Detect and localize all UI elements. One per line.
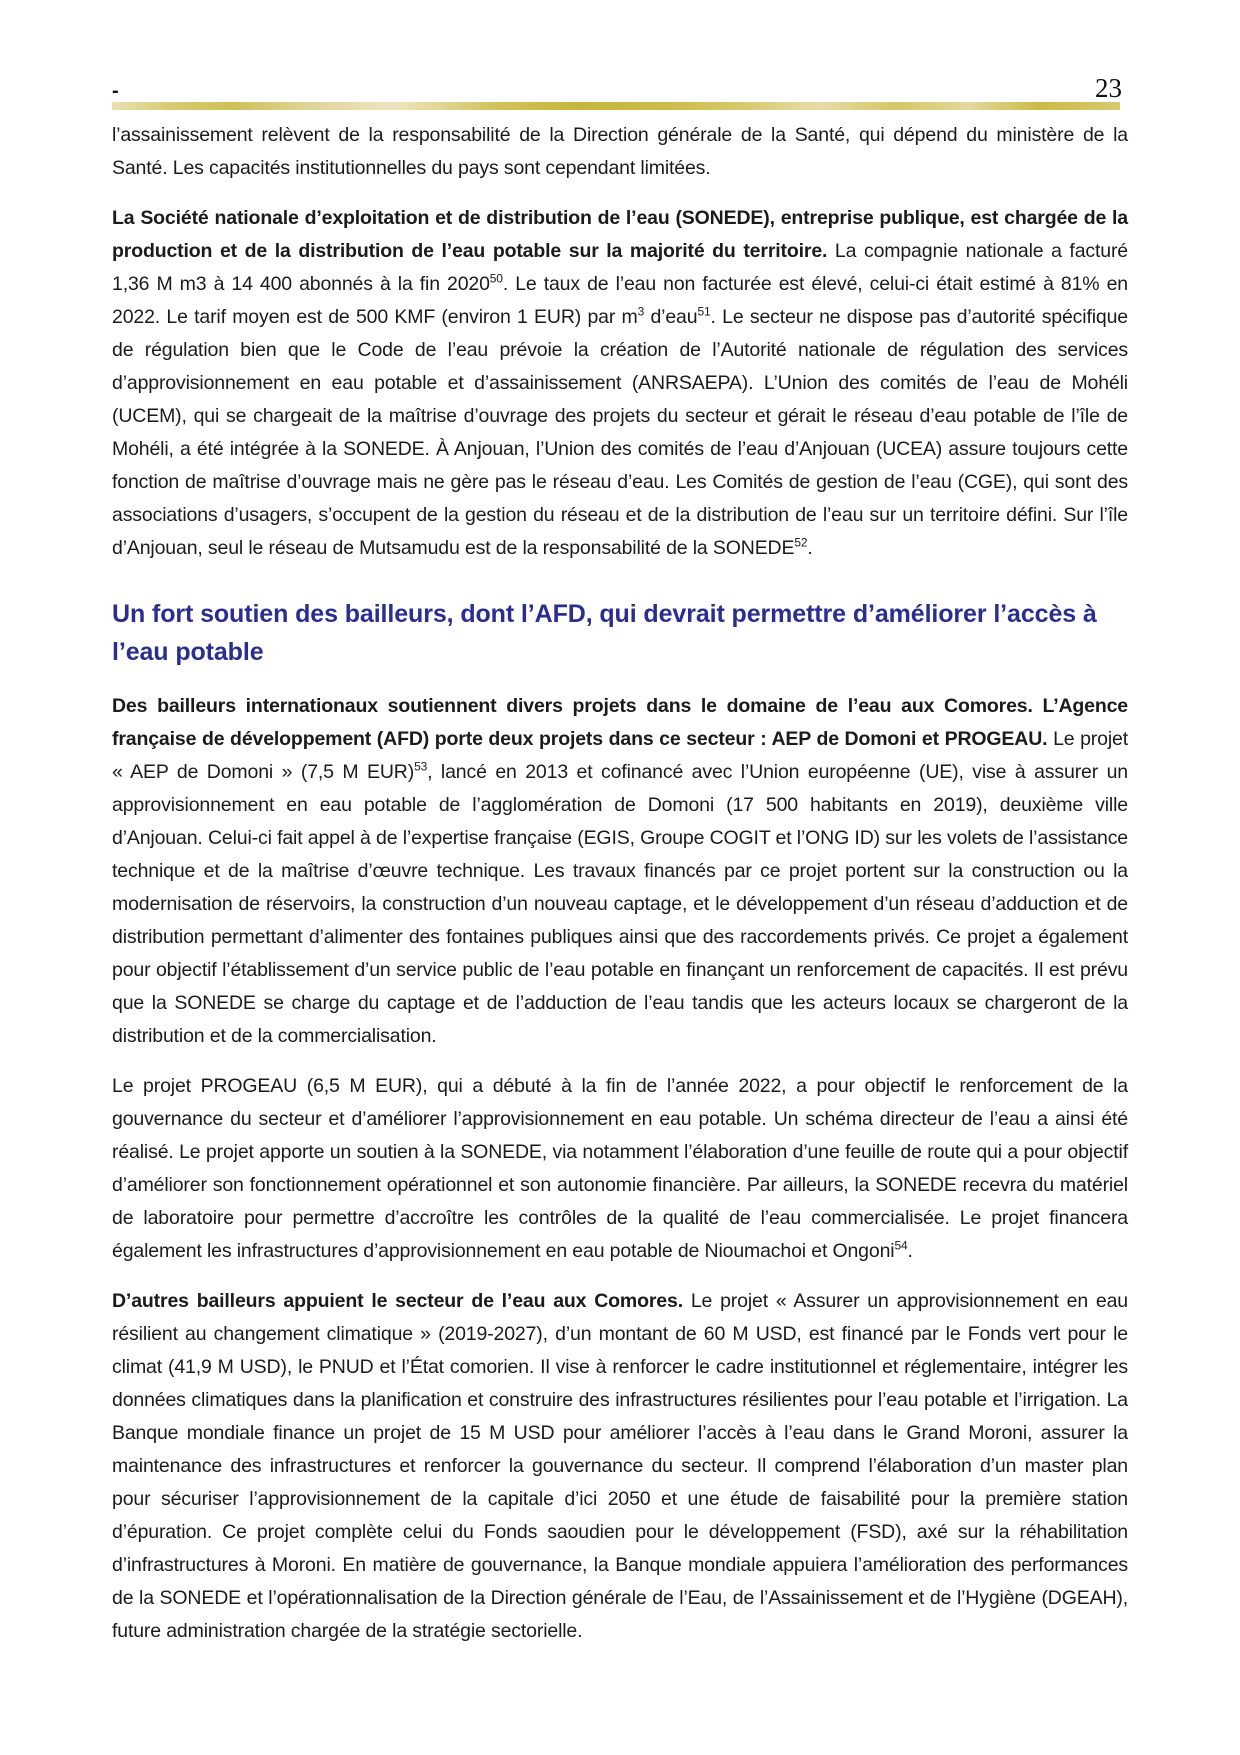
- paragraph-sanitation: [112, 119, 1128, 185]
- yellow-accent-band: [112, 102, 1120, 110]
- paragraph-sonede-text-4: . Le secteur ne dispose pas d’autorité spécifique de régulation bien que le Code de l’eau prévoie la création de l’Autorité nationale de régulation des services d’approvisionnement en eau potable et d’assainissement (ANRSAEPA). L’Union des comités de l’eau de Mohéli (UCEM), qui se chargeait de la maîtrise d’ouvrage des projets du secteur et gérait le réseau d’eau potable de l’île de Mohéli, a été intégrée à la SONEDE. À Anjouan, l’Union des comités de l’eau d’Anjouan (UCEA) assure toujours cette fonction de maîtrise d’ouvrage mais ne gère pas le réseau d’eau. Les Comités de gestion de l’eau (CGE), qui sont des associations d’usagers, s’occupent de la gestion du réseau et de la distribution de l’eau sur un territoire défini. Sur l’île d’Anjouan, seul le réseau de Mutsamudu est de la responsabilité de la SONEDE: [112, 306, 1128, 559]
- page-header: [112, 58, 1128, 102]
- paragraph-sonede-text-1: La compagnie nationale a facturé 1,36 M m3 à 14 400 abonnés à la fin 2020: [112, 240, 1128, 295]
- exponent-m3: 3: [637, 304, 645, 319]
- body-text: [112, 119, 1128, 1648]
- footnote-ref-51: 51: [697, 304, 711, 319]
- section-heading-bailleurs: Un fort soutien des bailleurs, dont l’AFD, qui devrait permettre d’améliorer l’accès à l’eau potable: [112, 600, 1097, 666]
- footnote-ref-52: 52: [794, 535, 808, 550]
- paragraph-sonede-text-3: d’eau: [644, 306, 698, 328]
- page-content: [112, 58, 1128, 1665]
- paragraph-progeau: [112, 1070, 1128, 1268]
- paragraph-progeau-text-2: .: [907, 1240, 913, 1262]
- paragraph-progeau-text-1: Le projet PROGEAU (6,5 M EUR), qui a débuté à la fin de l’année 2022, a pour objectif le renforcement de la gouvernance du secteur et d’améliorer l’approvisionnement en eau potable. Un schéma directeur de l’eau a ainsi été réalisé. Le projet apporte un soutien à la SONEDE, via notamment l’élaboration d’une feuille de route qui a pour objectif d’améliorer son fonctionnement opérationnel et son autonomie financière. Par ailleurs, la SONEDE recevra du matériel de laboratoire pour permettre d’accroître les contrôles de la qualité de l’eau commercialisée. Le projet financera également les infrastructures d’approvisionnement en eau potable de Nioumachoi et Ongoni: [112, 1075, 1128, 1262]
- paragraph-sonede-bold-lead: La Société nationale d’exploitation et de distribution de l’eau (SONEDE), entreprise publique, est chargée de la production et de la distribution de l’eau potable sur la majorité du territoire.: [112, 207, 1128, 262]
- paragraph-sonede-text-2: . Le taux de l’eau non facturée est élevé, celui-ci était estimé à 81% en 2022. Le tarif moyen est de 500 KMF (environ 1 EUR) par m: [112, 273, 1128, 328]
- paragraph-autres-text-1: Le projet « Assurer un approvisionnement en eau résilient au changement climatique » (2019-2027), d’un montant de 60 M USD, est financé par le Fonds vert pour le climat (41,9 M USD), le PNUD et l’État comorien. Il vise à renforcer le cadre institutionnel et réglementaire, intégrer les données climatiques dans la planification et construire des infrastructures résilientes pour l’eau potable et l’irrigation. La Banque mondiale finance un projet de 15 M USD pour améliorer l’accès à l’eau dans le Grand Moroni, assurer la maintenance des infrastructures et renforcer la gouvernance du secteur. Il comprend l’élaboration d’un master plan pour sécuriser l’approvisionnement de la capitale d’ici 2050 et une étude de faisabilité pour la première station d’épuration. Ce projet complète celui du Fonds saoudien pour le développement (FSD), axé sur la réhabilitation d’infrastructures à Moroni. En matière de gouvernance, la Banque mondiale appuiera l’amélioration des performances de la SONEDE et l’opérationnalisation de la Direction générale de l’Eau, de l’Assainissement et de l’Hygiène (DGEAH), future administration chargée de la stratégie sectorielle.: [112, 1290, 1128, 1642]
- paragraph-autres-bold-lead: D’autres bailleurs appuient le secteur de l’eau aux Comores.: [112, 1290, 683, 1312]
- paragraph-sanitation-text: l’assainissement relèvent de la responsabilité de la Direction générale de la Santé, qui dépend du ministère de la Santé. Les capacités institutionnelles du pays sont cependant limitées.: [112, 124, 1128, 179]
- paragraph-sonede: [112, 202, 1128, 565]
- paragraph-afd-bold-lead: Des bailleurs internationaux soutiennent divers projets dans le domaine de l’eau aux Comores. L’Agence française de développement (AFD) porte deux projets dans ce secteur : AEP de Domoni et PROGEAU.: [112, 695, 1128, 750]
- page-number: 23: [1095, 73, 1122, 103]
- footnote-ref-54: 54: [894, 1238, 908, 1253]
- paragraph-afd-text-1: Le projet « AEP de Domoni » (7,5 M EUR): [112, 728, 1128, 783]
- paragraph-afd-text-2: , lancé en 2013 et cofinancé avec l’Union européenne (UE), vise à assurer un approvisionnement en eau potable de l’agglomération de Domoni (17 500 habitants en 2019), deuxième ville d’Anjouan. Celui-ci fait appel à de l’expertise française (EGIS, Groupe COGIT et l’ONG ID) sur les volets de l’assistance technique et de la maîtrise d’œuvre technique. Les travaux financés par ce projet portent sur la construction ou la modernisation de réservoirs, la construction d’un nouveau captage, et le développement d’un réseau d’adduction et de distribution permettant d’alimenter des fontaines publiques ainsi que des raccordements privés. Ce projet a également pour objectif l’établissement d’un service public de l’eau potable en finançant un renforcement de capacités. Il est prévu que la SONEDE se charge du captage et de l’adduction de l’eau tandis que les acteurs locaux se chargeront de la distribution et de la commercialisation.: [112, 761, 1128, 1047]
- paragraph-sonede-text-5: .: [807, 537, 813, 559]
- paragraph-autres-bailleurs: [112, 1285, 1128, 1648]
- corner-dash: -: [112, 80, 119, 102]
- paragraph-afd-projects: [112, 690, 1128, 1053]
- footnote-ref-50: 50: [489, 271, 503, 286]
- footnote-ref-53: 53: [414, 759, 428, 774]
